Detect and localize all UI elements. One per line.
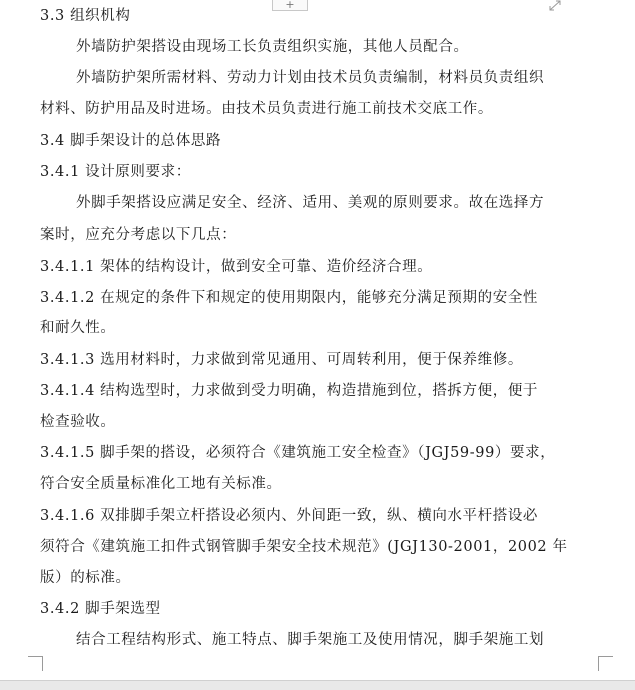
item-3-4-1-4-line-2: 检查验收。 (40, 414, 116, 430)
heading-3-4-1: 3.4.1 设计原则要求： (40, 164, 191, 180)
item-3-4-1-5-line-2: 符合安全质量标准化工地有关标准。 (40, 476, 282, 492)
item-3-4-1-6-line-1: 3.4.1.6 双排脚手架立杆搭设必须内、外间距一致，纵、横向水平杆搭设必 (40, 508, 539, 524)
page-corner-mark-left (28, 656, 43, 671)
paragraph-2-line-2: 材料、防护用品及时进场。由技术员负责进行施工前技术交底工作。 (40, 101, 493, 117)
item-3-4-1-3: 3.4.1.3 选用材料时，力求做到常见通用、可周转利用，便于保养维修。 (40, 352, 523, 368)
paragraph-3-line-1: 外脚手架搭设应满足安全、经济、适用、美观的原则要求。故在选择方 (76, 195, 545, 211)
item-3-4-1-6-line-2: 须符合《建筑施工扣件式钢管脚手架安全技术规范》(JGJ130-2001，2002 年 (40, 539, 568, 555)
item-3-4-1-2-line-1: 3.4.1.2 在规定的条件下和规定的使用期限内，能够充分满足预期的安全性 (40, 290, 539, 306)
item-3-4-1-4-line-1: 3.4.1.4 结构选型时，力求做到受力明确，构造措施到位，搭拆方便，便于 (40, 383, 539, 399)
item-3-4-1-2-line-2: 和耐久性。 (40, 320, 116, 336)
item-3-4-1-6-line-3: 版）的标准。 (40, 570, 131, 586)
heading-3-4-2: 3.4.2 脚手架选型 (40, 601, 161, 617)
item-3-4-1-1: 3.4.1.1 架体的结构设计，做到安全可靠、造价经济合理。 (40, 259, 433, 275)
paragraph-3-line-2: 案时，应充分考虑以下几点： (40, 227, 237, 243)
heading-3-4: 3.4 脚手架设计的总体思路 (40, 133, 222, 149)
heading-3-3: 3.3 组织机构 (40, 8, 131, 24)
paragraph-2-line-1: 外墙防护架所需材料、劳动力计划由技术员负责编制，材料员负责组织 (76, 70, 545, 86)
item-3-4-1-5-line-1: 3.4.1.5 脚手架的搭设，必须符合《建筑施工安全检查》（JGJ59-99）要求， (40, 445, 556, 461)
paragraph-1: 外墙防护架搭设由现场工长负责组织实施，其他人员配合。 (76, 39, 469, 55)
plus-icon: + (285, 0, 295, 11)
page-corner-mark-right (598, 656, 613, 671)
paragraph-4-line-1: 结合工程结构形式、施工特点、脚手架施工及使用情况，脚手架施工划 (76, 632, 545, 648)
